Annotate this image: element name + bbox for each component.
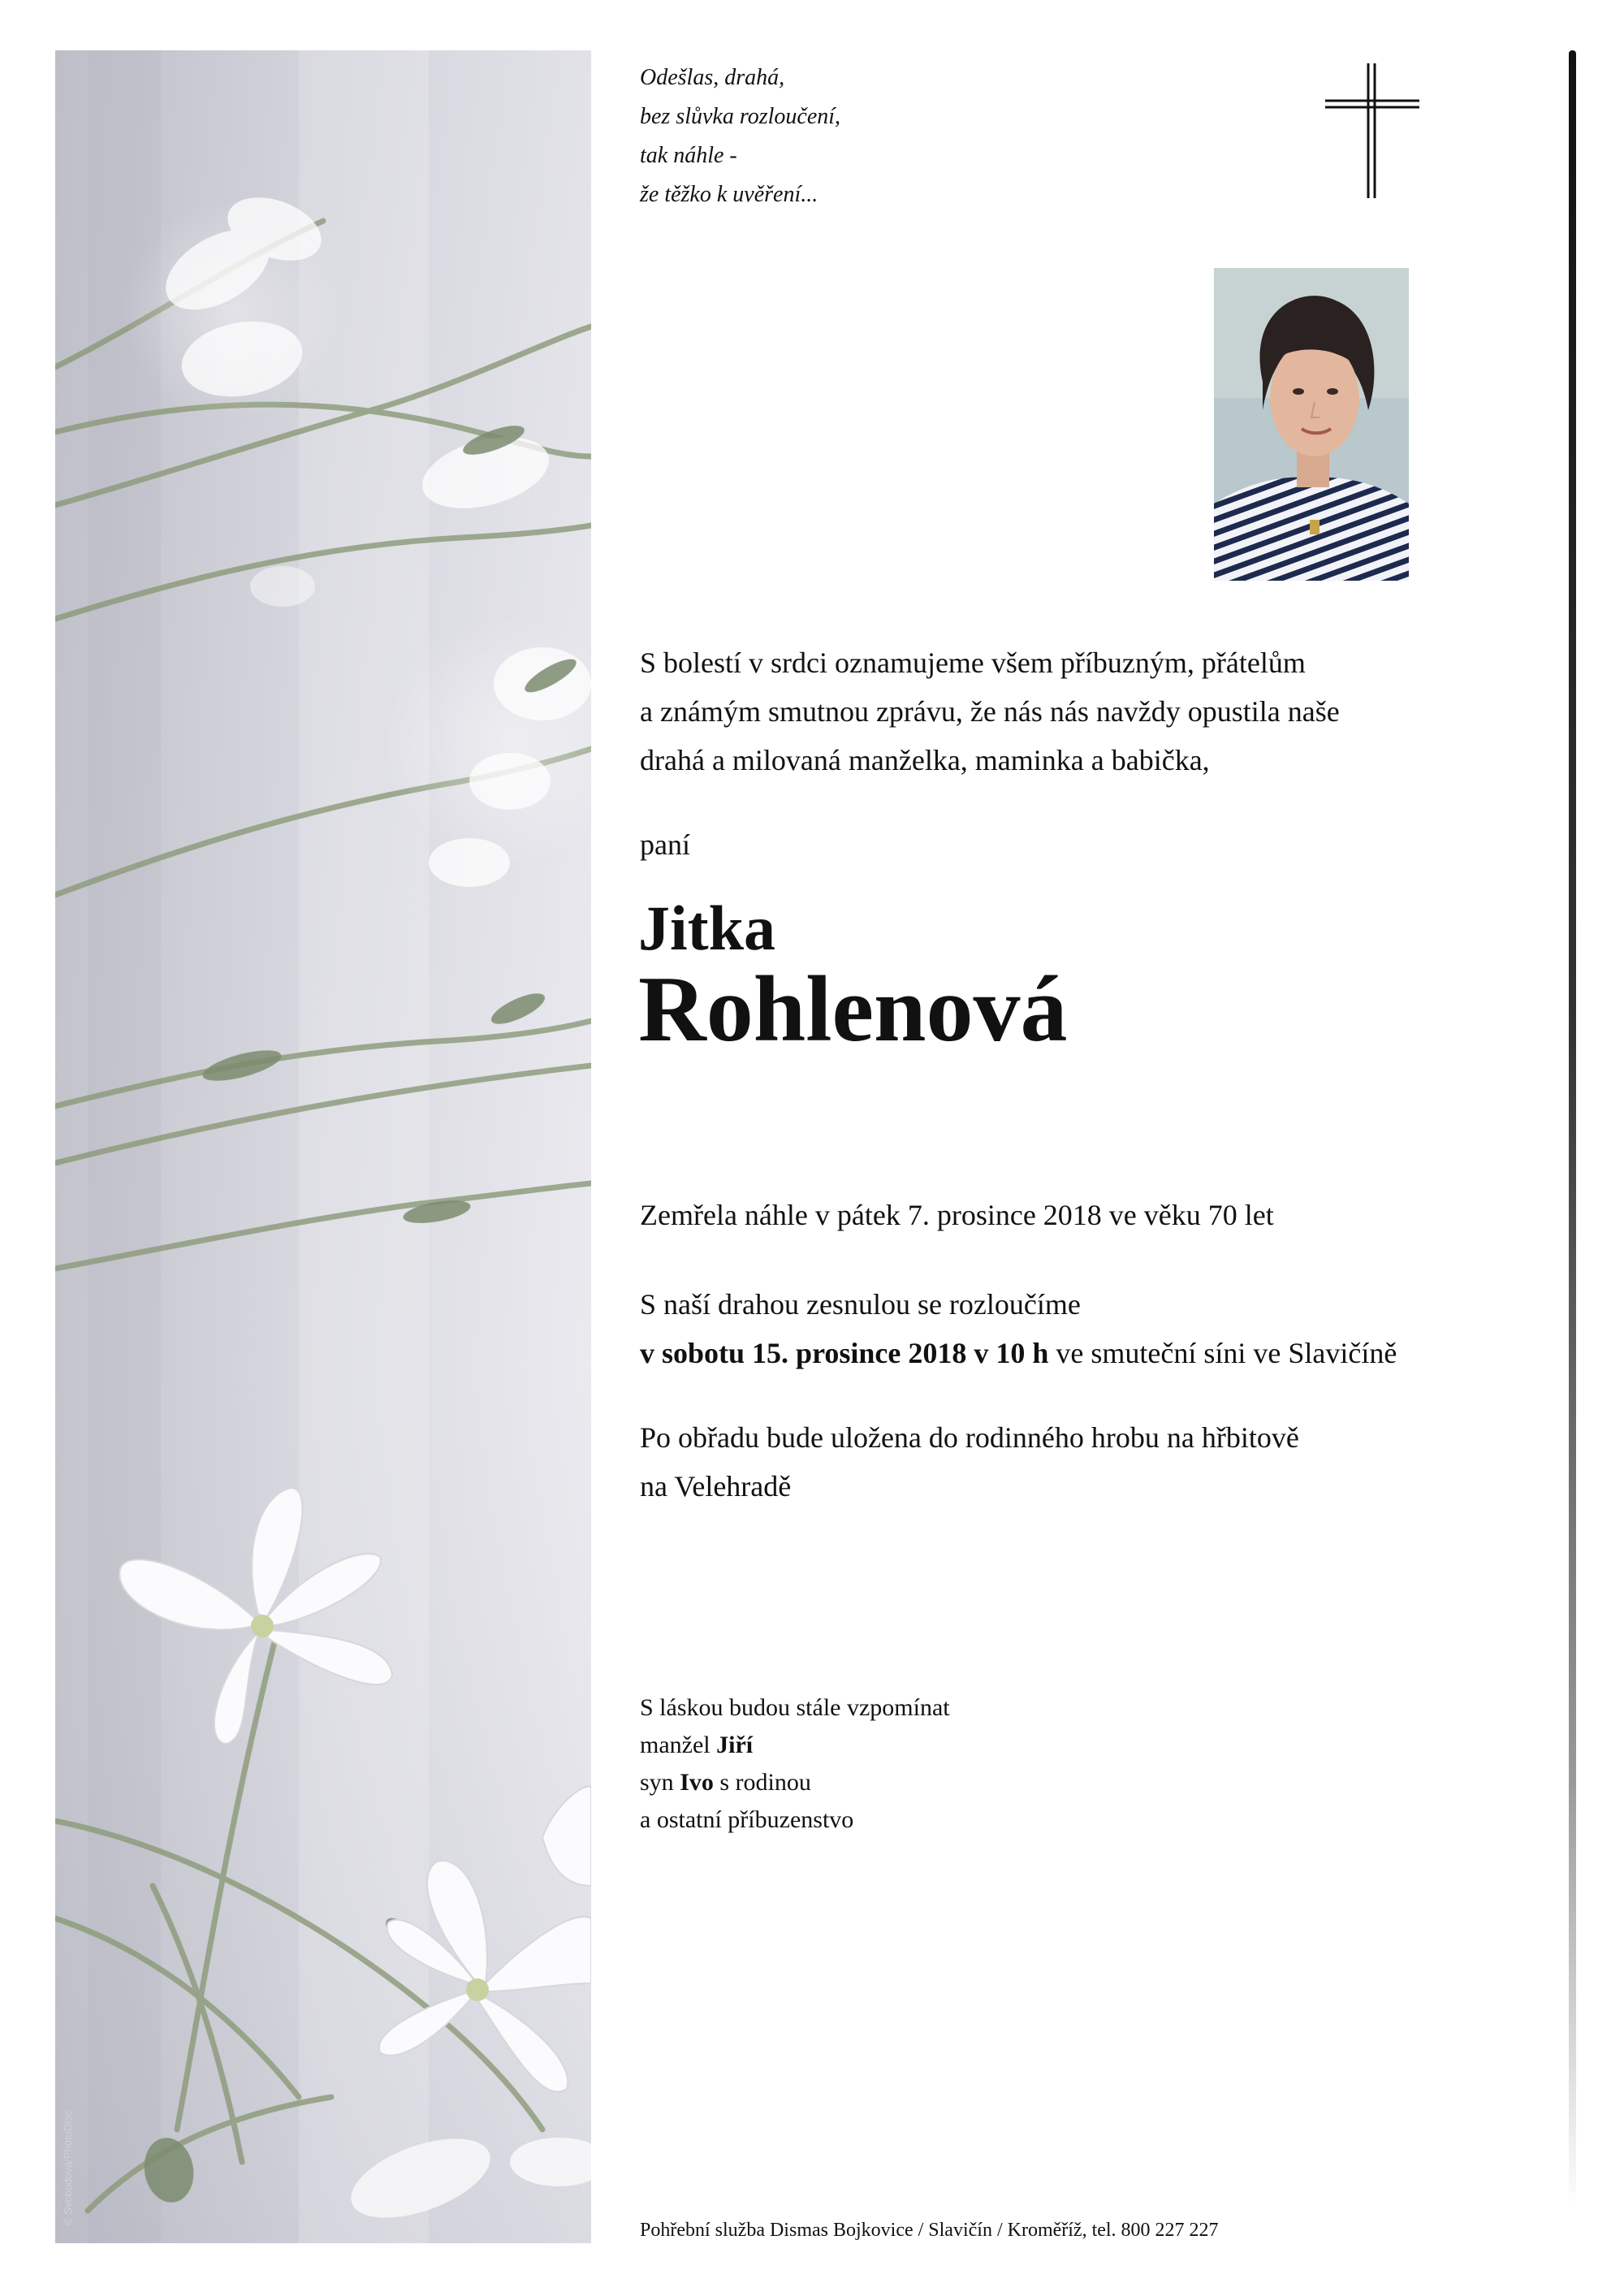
poem	[640, 58, 840, 214]
funeral-line: S naší drahou zesnulou se rozloučíme	[640, 1288, 1081, 1321]
family-son: syn Ivo s rodinou	[640, 1769, 811, 1796]
right-border-line	[1569, 50, 1576, 2211]
burial-line: Po obřadu bude uložena do rodinného hrobu na hřbitově	[640, 1421, 1299, 1454]
burial-info	[640, 1413, 1299, 1511]
poem-line: bez slůvka rozloučení,	[640, 104, 841, 129]
poem-line: že těžko k uvěření...	[640, 182, 818, 207]
flower-background-image	[55, 50, 591, 2243]
poem-line: Odešlas, drahá,	[640, 65, 785, 90]
son-name: Ivo	[680, 1769, 714, 1796]
family-intro: S láskou budou stále vzpomínat	[640, 1694, 950, 1721]
death-notice: Zemřela náhle v pátek 7. prosince 2018 ve věku 70 let	[640, 1199, 1274, 1231]
funeral-info	[640, 1280, 1397, 1377]
announcement-line: a známým smutnou zprávu, že nás nás navždy opustila naše	[640, 695, 1340, 728]
family-signature	[640, 1689, 950, 1839]
burial-line: na Velehradě	[640, 1470, 792, 1503]
husband-name: Jiří	[716, 1732, 754, 1758]
family-others: a ostatní příbuzenstvo	[640, 1806, 854, 1833]
announcement-line: S bolestí v srdci oznamujeme všem příbuzným, přátelům	[640, 646, 1306, 679]
portrait-photo	[1214, 268, 1409, 581]
funeral-date: v sobotu 15. prosince 2018 v 10 h	[640, 1337, 1049, 1369]
announcement	[640, 638, 1340, 785]
deceased-first-name: Jitka	[638, 893, 776, 963]
deceased-surname: Rohlenová	[638, 958, 1068, 1062]
funeral-place: ve smuteční síni ve Slavičíně	[1048, 1337, 1397, 1369]
photo-credit: © Svobodová/PhotoDisc	[62, 2110, 74, 2225]
funeral-service-footer: Pohřební služba Dismas Bojkovice / Slavičín / Kroměříž, tel. 800 227 227	[640, 2220, 1219, 2241]
poem-line: tak náhle -	[640, 143, 737, 168]
funeral-date-place	[640, 1329, 1397, 1377]
cross-icon	[1324, 62, 1421, 204]
title-prefix: paní	[640, 828, 690, 861]
family-husband: manžel Jiří	[640, 1732, 754, 1758]
announcement-line: drahá a milovaná manželka, maminka a babička,	[640, 744, 1210, 776]
